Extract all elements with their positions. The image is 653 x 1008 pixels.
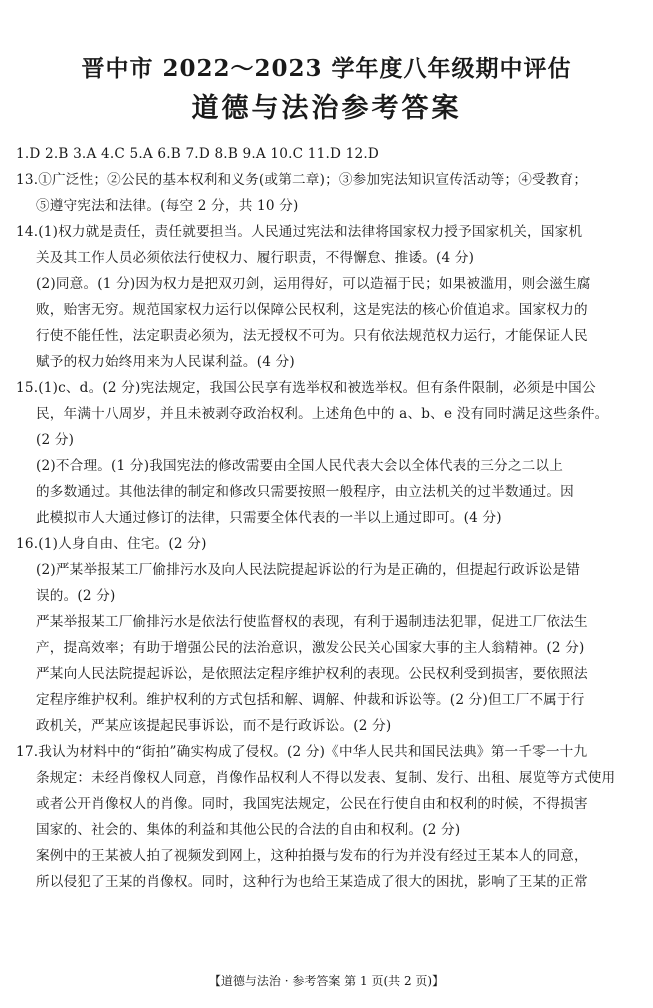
answer-line: 定程序维护权利。维护权利的方式包括和解、调解、仲裁和诉讼等。(2 分)但工厂不属于行 bbox=[36, 692, 585, 708]
answer-line: 误的。(2 分) bbox=[36, 588, 116, 604]
answer-line: (2 分) bbox=[36, 432, 75, 448]
answer-line: 13.①广泛性；②公民的基本权利和义务(或第二章)；③参加宪法知识宣传活动等；④受教育； bbox=[16, 172, 588, 188]
page-footer: 【道德与法治 · 参考答案 第 1 页(共 2 页)】 bbox=[208, 974, 445, 988]
answer-line: 严某向人民法院提起诉讼，是依照法定程序维护权利的表现。公民权利受到损害，要依照法 bbox=[36, 666, 588, 682]
answer-line: 关及其工作人员必须依法行使权力、履行职责，不得懈怠、推诿。(4 分) bbox=[36, 250, 475, 266]
answer-line: 行使不能任性，法定职责必须为，法无授权不可为。只有依法规范权力运行，才能保证人民 bbox=[36, 328, 588, 344]
answer-line: 产，提高效率；有助于增强公民的法治意识，激发公民关心国家大事的主人翁精神。(2 分) bbox=[36, 640, 585, 656]
answer-line: 政机关，严某应该提起民事诉讼，而不是行政诉讼。(2 分) bbox=[36, 718, 392, 734]
answer-line: (2)严某举报某工厂偷排污水及向人民法院提起诉讼的行为是正确的，但提起行政诉讼是错 bbox=[36, 562, 581, 578]
answer-line: 严某举报某工厂偷排污水是依法行使监督权的表现，有利于遏制违法犯罪，促进工厂依法生 bbox=[36, 614, 588, 630]
answer-line: 17.我认为材料中的“街拍”确实构成了侵权。(2 分)《中华人民共和国民法典》第一千零一十九 bbox=[16, 744, 588, 760]
answer-line: 条规定：未经肖像权人同意，肖像作品权利人不得以发表、复制、发行、出租、展览等方式使用 bbox=[36, 770, 616, 786]
document-title: 道德与法治参考答案 bbox=[191, 93, 462, 124]
answer-line: (2)不合理。(1 分)我国宪法的修改需要由全国人民代表大会以全体代表的三分之二以上 bbox=[36, 458, 564, 474]
answer-line: 或者公开肖像权人的肖像。同时，我国宪法规定，公民在行使自由和权利的时候，不得损害 bbox=[36, 796, 588, 812]
answer-line: ⑤遵守宪法和法律。(每空 2 分，共 10 分) bbox=[36, 198, 299, 214]
answer-line: 赋予的权力始终用来为人民谋利益。(4 分) bbox=[36, 354, 295, 370]
answer-line: 此模拟市人大通过修订的法律，只需要全体代表的一半以上通过即可。(4 分) bbox=[36, 510, 502, 526]
answer-line: 15.(1)c、d。(2 分)宪法规定，我国公民享有选举权和被选举权。但有条件限制，必须是中国公 bbox=[16, 380, 596, 396]
answer-line: 16.(1)人身自由、住宅。(2 分) bbox=[16, 536, 207, 552]
answer-line: 所以侵犯了王某的肖像权。同时，这种行为也给王某造成了很大的困扰，影响了王某的正常 bbox=[36, 874, 588, 890]
answer-line: 1.D 2.B 3.A 4.C 5.A 6.B 7.D 8.B 9.A 10.C 11.D 12.D bbox=[16, 146, 379, 162]
answer-line: 14.(1)权力就是责任，责任就要担当。人民通过宪法和法律将国家权力授予国家机关，国家机 bbox=[16, 224, 583, 240]
answer-line: 的多数通过。其他法律的制定和修改只需要按照一般程序，由立法机关的过半数通过。因 bbox=[36, 484, 574, 500]
answer-line: 国家的、社会的、集体的利益和其他公民的合法的自由和权利。(2 分) bbox=[36, 822, 461, 838]
answer-body bbox=[16, 141, 644, 895]
exam-title: 晋中市 2022～2023 学年度八年级期中评估 bbox=[81, 55, 572, 82]
answer-line: 民，年满十八周岁，并且未被剥夺政治权利。上述角色中的 a、b、e 没有同时满足这些条件。 bbox=[36, 406, 609, 422]
answer-line: (2)同意。(1 分)因为权力是把双刃剑，运用得好，可以造福于民；如果被滥用，则会滋生腐 bbox=[36, 276, 591, 292]
answer-line: 案例中的王某被人拍了视频发到网上，这种拍摄与发布的行为并没有经过王某本人的同意， bbox=[36, 848, 588, 864]
answer-line: 败，贻害无穷。规范国家权力运行以保障公民权利，这是宪法的核心价值追求。国家权力的 bbox=[36, 302, 588, 318]
